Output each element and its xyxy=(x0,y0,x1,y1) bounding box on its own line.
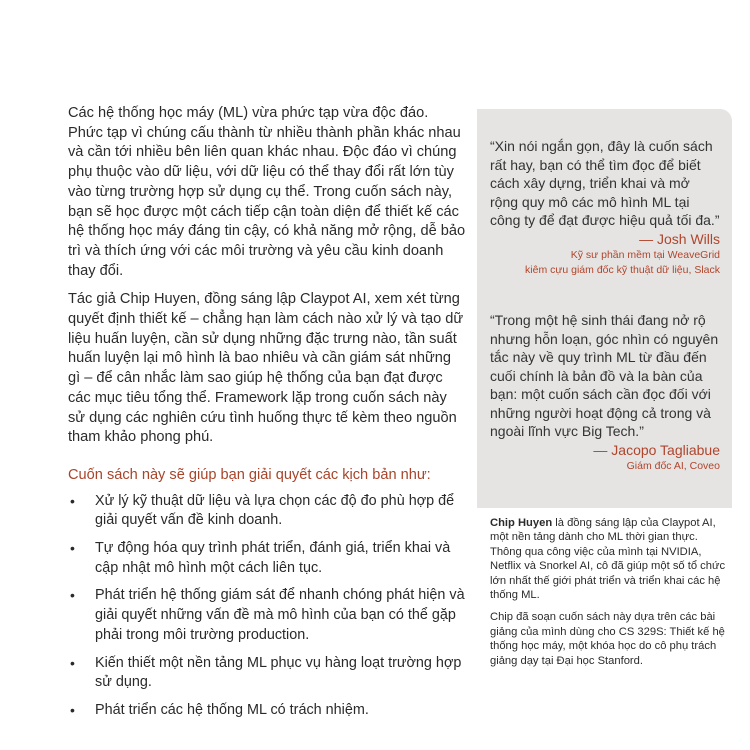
testimonial-role: Kỹ sư phần mềm tại WeaveGrid xyxy=(570,248,720,261)
list-item xyxy=(68,586,466,645)
testimonial-author: — Josh Wills xyxy=(639,230,720,247)
testimonial-text: “Xin nói ngắn gọn, đây là cuốn sách rất hay, bạn có thể tìm đọc để biết cách xây dựng, triển khai và mở rộng quy mô các mô hình ML tại công ty để đạt được hiệu quả tối đa.” xyxy=(490,138,720,228)
testimonial-jacopo-tagliabue xyxy=(490,311,720,474)
author-name: Chip Huyen xyxy=(490,517,553,529)
author-paragraph: Tác giả Chip Huyen, đồng sáng lập Claypot AI, xem xét từng quyết định thiết kế – chẳng hạn làm cách nào xử lý và tạo dữ liệu huấn luyện, cần sử dụng những đặc trưng nào, tần suất huấn luyện lại mô hình là bao nhiêu và cần giám sát những gì – để cân nhắc làm sao giúp hệ thống của bạn đạt được các mục tiêu tổng thể. Framework lặp trong cuốn sách này sử dụng các nghiên cứu tình huống thực tế kèm theo nguồn tham khảo phong phú. xyxy=(68,291,464,446)
list-item-text: Xử lý kỹ thuật dữ liệu và lựa chọn các độ đo phù hợp để giải quyết vấn đề kinh doanh. xyxy=(95,492,455,529)
list-item xyxy=(68,492,466,531)
testimonial-panel xyxy=(477,109,732,508)
testimonial-text: “Trong một hệ sinh thái đang nở rộ nhưng hỗn loạn, góc nhìn có nguyên tắc này về quy trình ML từ đầu đến cuối chính là bản đồ và la bàn của bạn: một cuốn sách cần đọc đối với những người hoạt động cả trong và ngoài lĩnh vực Big Tech.” xyxy=(490,312,719,439)
testimonial-role: Giám đốc AI, Coveo xyxy=(626,459,720,472)
list-item xyxy=(68,654,466,693)
bullet-icon: • xyxy=(70,587,75,604)
list-item-text: Phát triển hệ thống giám sát để nhanh chóng phát hiện và giải quyết những vấn đề mà mô hình của bạn có thể gặp phải trong môi trường production. xyxy=(95,587,465,643)
list-item xyxy=(68,539,466,578)
list-item xyxy=(68,701,466,721)
bio-paragraph: Chip đã soạn cuốn sách này dựa trên các bài giảng của mình dùng cho CS 329S: Thiết kế hệ thống học máy, một khóa học do cô phụ trách giảng dạy tại Đại học Stanford. xyxy=(490,611,725,667)
bullet-icon: • xyxy=(70,492,75,509)
bio-text: là đồng sáng lập của Claypot AI, một nền tảng dành cho ML thời gian thực. Thông qua công việc của mình tại NVIDIA, Netflix và Snorkel AI, cô đã giúp một số tổ chức lớn nhất thế giới phát triển và triển khai các hệ thống ML. xyxy=(490,517,726,602)
bio-paragraph xyxy=(490,516,726,602)
testimonial-role: kiêm cựu giám đốc kỹ thuật dữ liệu, Slack xyxy=(525,263,720,276)
intro-paragraph: Các hệ thống học máy (ML) vừa phức tạp vừa độc đáo. Phức tạp vì chúng cấu thành từ nhiều thành phần khác nhau và cần tới nhiều bên liên quan khác nhau. Độc đáo vì chúng phụ thuộc vào dữ liệu, với dữ liệu có thể thay đổi rất lớn tùy vào từng trường hợp sử dụng cụ thể. Trong cuốn sách này, bạn sẽ học được một cách tiếp cận toàn diện để thiết kế các hệ thống học máy đáng tin cậy, có khả năng mở rộng, dễ bảo trì và thích ứng với các môi trường và yêu cầu kinh doanh thay đổi. xyxy=(68,105,466,279)
author-bio xyxy=(490,516,726,676)
list-item-text: Tự động hóa quy trình phát triển, đánh giá, triển khai và cập nhật mô hình một cách liên tục. xyxy=(95,540,451,576)
testimonial-author: — Jacopo Tagliabue xyxy=(593,441,720,458)
list-item-text: Kiến thiết một nền tảng ML phục vụ hàng loạt trường hợp sử dụng. xyxy=(95,654,462,691)
scenarios-heading: Cuốn sách này sẽ giúp bạn giải quyết các kịch bản như: xyxy=(68,466,431,483)
testimonial-josh-wills xyxy=(490,137,720,278)
bullet-icon: • xyxy=(70,540,75,557)
bullet-icon: • xyxy=(70,701,75,718)
scenario-list xyxy=(68,492,466,721)
list-item-text: Phát triển các hệ thống ML có trách nhiệm. xyxy=(95,701,369,718)
main-column xyxy=(68,104,466,729)
bullet-icon: • xyxy=(70,654,75,671)
